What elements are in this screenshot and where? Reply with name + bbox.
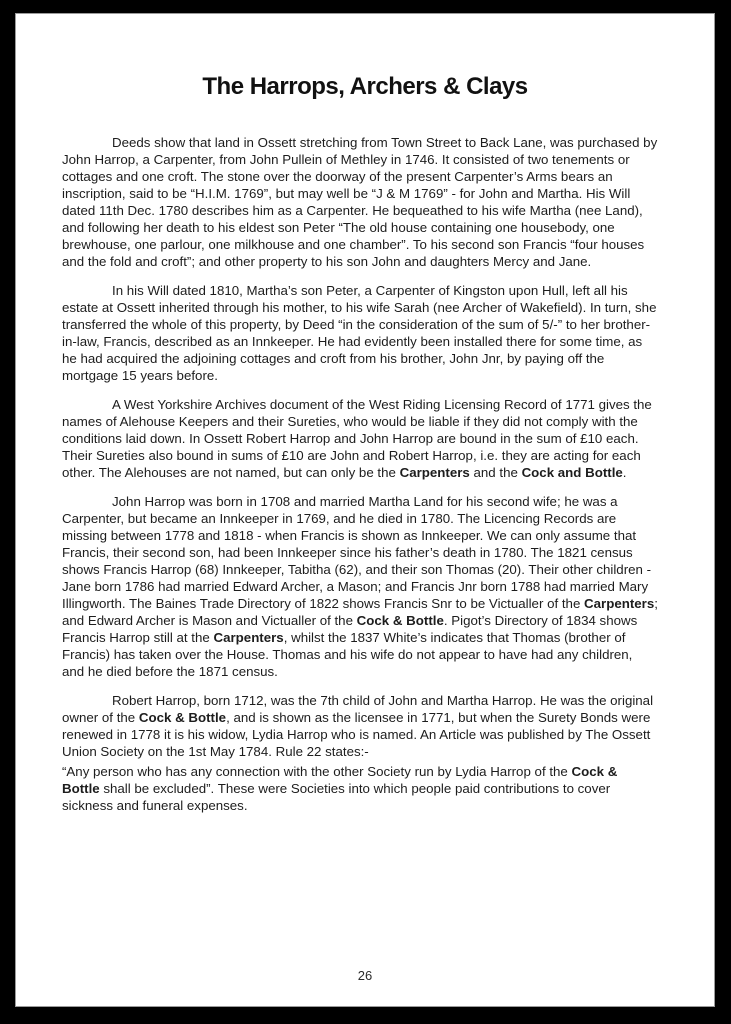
document-body [16,134,714,814]
page-number: 26 [357,968,373,983]
paragraph-peter-will-1810: In his Will dated 1810, Martha’s son Peter, a Carpenter of Kingston upon Hull, left all his estate at Ossett inherited through his mother, to his wife Sarah (nee Archer of Wakefield). In turn, she transferred the whole of this property, by Deed “in the consideration of the sum of 5/-” to her brother-in-law, Francis, described as an Innkeeper. He had evidently been installed there for some time, as he had acquired the adjoining cottages and croft from his brother, John Jnr, by paying off the mortgage 15 years before. [62,283,657,383]
paragraph-john-harrop-1708: John Harrop was born in 1708 and married Martha Land for his second wife; he was a Carpenter, but became an Innkeeper in 1769, and he died in 1780. The Licencing Records are missing between 1778 and 1818 - when Francis is shown as Innkeeper. We can only assume that Francis, their second son, had been Innkeeper since his father’s death in 1780. The 1821 census shows Francis Harrop (68) Innkeeper, Tabitha (62), and their son Thomas (20). Their other children - Jane born 1786 had married Edward Archer, a Mason; and Francis Jnr born 1788 had married Mary Illingworth. The Baines Trade Directory of 1822 shows Francis Snr to be Victualler of the Carpenters; and Edward Archer is Mason and Victualler of the Cock & Bottle. Pigot’s Directory of 1834 shows Francis Harrop still at the Carpenters, whilst the 1837 White’s indicates that Thomas (brother of Francis) has taken over the House. Thomas and his wife do not appear to have had any children, and he died before the 1871 census. [62,494,658,679]
paragraph-robert-harrop-1712: Robert Harrop, born 1712, was the 7th child of John and Martha Harrop. He was the original owner of the Cock & Bottle, and is shown as the licensee in 1771, but when the Surety Bonds were renewed in 1778 it is his widow, Lydia Harrop who is named. An Article was published by The Ossett Union Society on the 1st May 1784. Rule 22 states:- [62,693,654,759]
paragraph-licensing-1771: A West Yorkshire Archives document of the West Riding Licensing Record of 1771 gives the names of Alehouse Keepers and their Sureties, who would be liable if they did not comply with the conditions laid down. In Ossett Robert Harrop and John Harrop are bound in the sum of £10 each. Their Sureties also bound in sums of £10 are John and Robert Harrop, i.e. they are acting for each other. The Alehouses are not named, but can only be the Carpenters and the Cock and Bottle. [62,397,652,480]
paragraph-deeds-1746: Deeds show that land in Ossett stretching from Town Street to Back Lane, was purchased by John Harrop, a Carpenter, from John Pullein of Methley in 1746. It consisted of two tenements or cottages and one croft. The stone over the doorway of the present Carpenter’s Arms bears an inscription, said to be “H.I.M. 1769”, but may well be “J & M 1769” - for John and Martha. His Will dated 11th Dec. 1780 describes him as a Carpenter. He bequeathed to his wife Martha (nee Land), and following her death to his eldest son Peter “The old house containing one housebody, one brewhouse, one parlour, one milkhouse and one chamber”. To his second son Francis “four houses and the fold and croft”; and other property to his son John and daughters Mercy and Jane. [62,135,658,269]
paragraph-rule22-quote: “Any person who has any connection with the other Society run by Lydia Harrop of the Cock & Bottle shall be excluded”. These were Societies into which people paid contributions to cover sickness and funeral expenses. [62,764,618,813]
document-page [15,13,715,1007]
page-title: The Harrops, Archers & Clays [202,73,528,100]
